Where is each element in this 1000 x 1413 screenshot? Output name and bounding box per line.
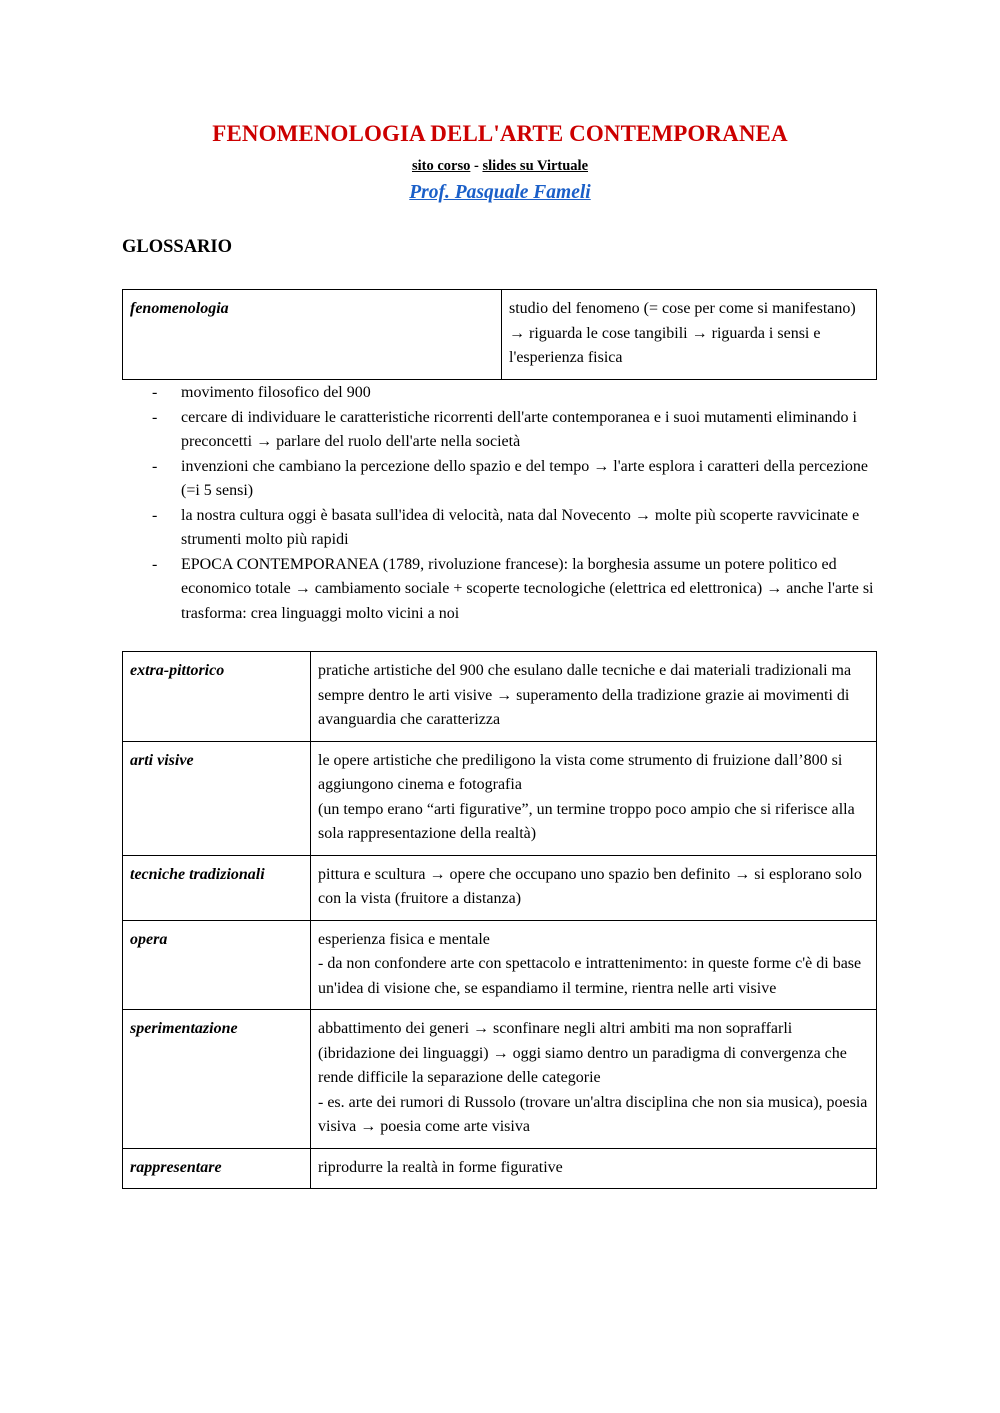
slides-link[interactable]: slides su Virtuale [482, 158, 589, 174]
glossary-term: tecniche tradizionali [123, 855, 311, 920]
glossary-notes-list [150, 381, 875, 626]
bullet-dash: - [152, 384, 158, 401]
list-item [150, 455, 875, 504]
glossary-definition: abbattimento dei generi → sconfinare negli altri ambiti ma non sopraffarli (ibridazione dei linguaggi) → oggi siamo dentro un paradigma di convergenza che rende difficile la separazione delle categorie - es. arte dei rumori di Russolo (trovare un'altra disciplina che non sia musica), poesia visiva → poesia come arte visiva [311, 1010, 877, 1149]
bullet-dash: - [152, 457, 158, 475]
glossary-definition: le opere artistiche che prediligono la vista come strumento di fruizione dall’800 si aggiungono cinema e fotografia (un tempo erano “arti figurative”, un termine troppo poco ampio che si riferisce alla sola rappresentazione della realtà) [311, 741, 877, 855]
table-row [123, 652, 877, 742]
list-item [150, 553, 875, 627]
glossary-definition: studio del fenomeno (= cose per come si manifestano) → riguarda le cose tangibili → riguarda i sensi e l'esperienza fisica [502, 290, 877, 380]
glossary-table-intro [122, 289, 877, 380]
list-item [150, 504, 875, 553]
glossary-table [122, 651, 877, 1189]
table-row [123, 920, 877, 1010]
list-item [150, 381, 875, 406]
course-links [0, 158, 1000, 175]
glossary-heading: GLOSSARIO [122, 237, 233, 257]
list-item-text: cercare di individuare le caratteristiche ricorrenti dell'arte contemporanea e i suoi mutamenti eliminando i preconcetti → parlare del ruolo dell'arte nella società [181, 408, 857, 450]
glossary-term: opera [123, 920, 311, 1010]
glossary-term: fenomenologia [123, 290, 502, 380]
list-item [150, 406, 875, 455]
table-row [123, 1148, 877, 1189]
table-row [123, 290, 877, 380]
glossary-definition: esperienza fisica e mentale - da non confondere arte con spettacolo e intrattenimento: in queste forme c'è di base un'idea di visione che, se espandiamo il termine, rientra nelle arti visive [311, 920, 877, 1010]
link-separator: - [474, 158, 479, 174]
glossary-definition: riprodurre la realtà in forme figurative [311, 1148, 877, 1189]
list-item-text: la nostra cultura oggi è basata sull'idea di velocità, nata dal Novecento → molte più scoperte ravvicinate e strumenti molto più rapidi [181, 506, 860, 548]
table-row [123, 741, 877, 855]
glossary-term: rappresentare [123, 1148, 311, 1189]
course-site-link[interactable]: sito corso [411, 158, 471, 174]
glossary-term: sperimentazione [123, 1010, 311, 1149]
table-row [123, 855, 877, 920]
glossary-term: arti visive [123, 741, 311, 855]
list-item-text: movimento filosofico del 900 [181, 384, 371, 401]
professor-line [0, 182, 1000, 204]
list-item-text: invenzioni che cambiano la percezione dello spazio e del tempo → l'arte esplora i caratteri della percezione (=i 5 sensi) [181, 457, 868, 499]
glossary-definition: pittura e scultura → opere che occupano uno spazio ben definito → si esplorano solo con la vista (fruitore a distanza) [311, 855, 877, 920]
bullet-dash: - [152, 555, 158, 573]
professor-link[interactable]: Prof. Pasquale Fameli [409, 182, 591, 203]
bullet-dash: - [152, 408, 158, 426]
list-item-text: EPOCA CONTEMPORANEA (1789, rivoluzione francese): la borghesia assume un potere politico ed economico totale → cambiamento sociale + scoperte tecnologiche (elettrica ed elettronica) → anche l'arte si trasforma: crea linguaggi molto vicini a noi [181, 555, 874, 622]
bullet-dash: - [152, 506, 158, 524]
glossary-term: extra-pittorico [123, 652, 311, 742]
page-title: FENOMENOLOGIA DELL'ARTE CONTEMPORANEA [212, 121, 788, 146]
glossary-definition: pratiche artistiche del 900 che esulano dalle tecniche e dai materiali tradizionali ma sempre dentro le arti visive → superamento della tradizione grazie ai movimenti di avanguardia che caratterizza [311, 652, 877, 742]
table-row [123, 1010, 877, 1149]
